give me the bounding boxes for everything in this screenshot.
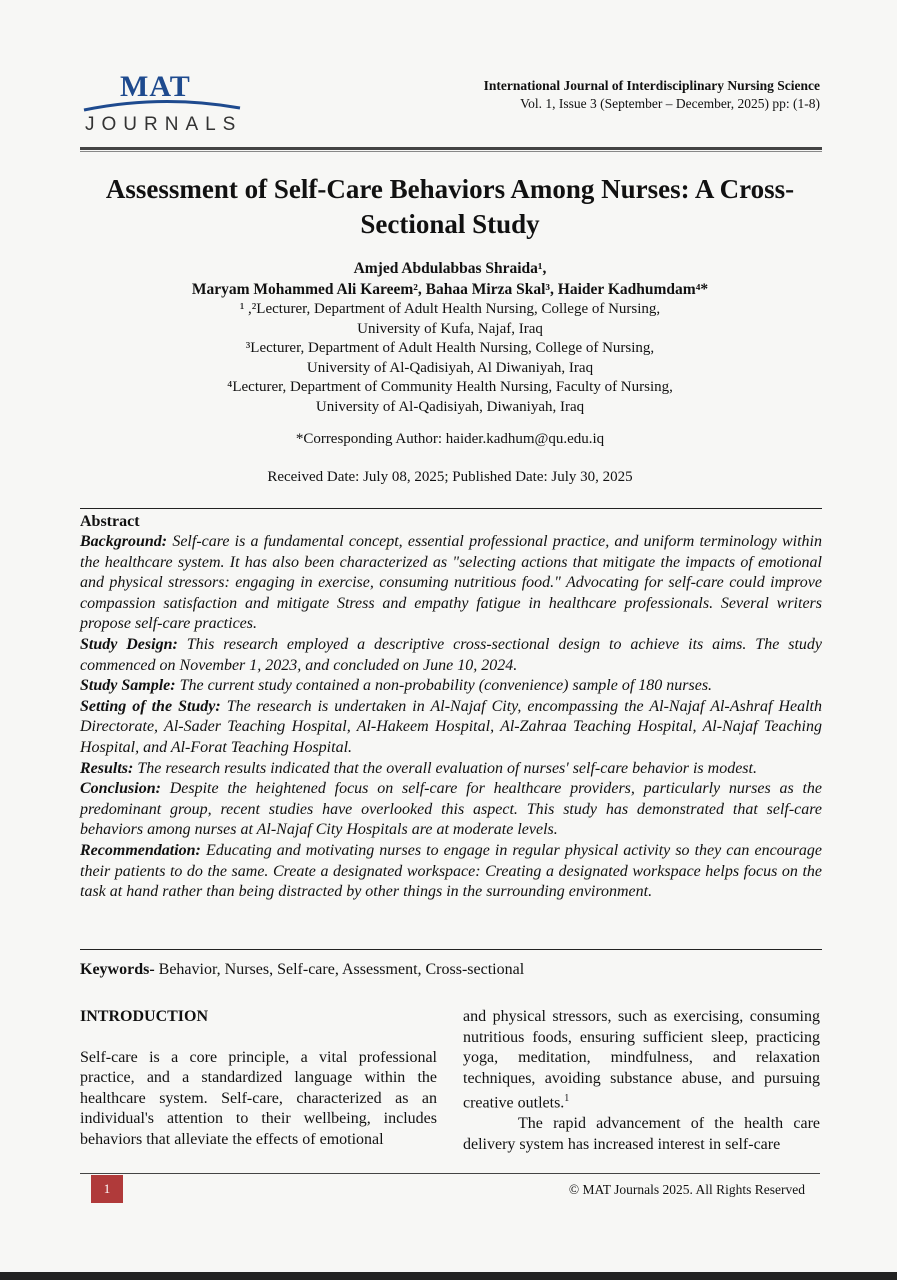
bottom-edge-bar xyxy=(0,1272,897,1280)
keywords-label: Keywords- xyxy=(80,961,155,978)
paragraph-text: and physical stressors, such as exercising, consuming nutritious foods, ensuring sufficient sleep, practicing yoga, meditation, mindfulness, and relaxation techniques, avoiding substance abuse, and pursuing creative outlets. xyxy=(463,1008,820,1112)
footer-divider xyxy=(80,1173,820,1174)
abstract-text: Educating and motivating nurses to engage in regular physical activity so they can encourage their patients to do the same. Create a designated workspace: Creating a designated workspace helps focus on the task at hand rather than being distracted by other things in the surrounding environment. xyxy=(80,841,822,901)
paper-title: Assessment of Self-Care Behaviors Among Nurses: A Cross-Sectional Study xyxy=(105,174,795,239)
abstract-text: This research employed a descriptive cross-sectional design to achieve its aims. The study commenced on November 1, 2023, and concluded on June 10, 2024. xyxy=(80,635,822,674)
abstract-label: Study Sample: xyxy=(80,677,176,695)
keywords xyxy=(80,960,822,980)
abstract-study-sample xyxy=(80,676,822,697)
introduction-paragraph xyxy=(463,1007,820,1114)
affiliation-line: University of Al-Qadisiyah, Al Diwaniyah, Iraq xyxy=(306,359,594,376)
abstract-text: Self-care is a fundamental concept, essential professional practice, and uniform terminology within the healthcare system. It has also been characterized as "selecting actions that mitigate the impacts of emotional and physical stressors: engaging in exercise, consuming nutritious food." Advocating for self-care could improve compassion satisfaction and mitigate Stress and empathy fatigue in healthcare professionals. Several writers propose self-care practices. xyxy=(80,533,822,633)
affiliation-line: ⁴Lecturer, Department of Community Health Nursing, Faculty of Nursing, xyxy=(227,379,673,395)
logo-journals-text: JOURNALS xyxy=(85,114,243,135)
abstract-label: Background: xyxy=(80,533,168,550)
introduction-paragraph: Self-care is a core principle, a vital professional practice, and a standardized language within the healthcare system. Self-care, characterized as an individual's attention to their wellbeing, includes behaviors that alleviate the effects of emotional xyxy=(80,1048,437,1148)
abstract-label: Results: xyxy=(80,759,134,777)
abstract-text: Despite the heightened focus on self-care for healthcare providers, particularly nurses as the predominant group, recent studies have overlooked this aspect. This study has demonstrated that self-care behaviors among nurses at Al-Najaf City Hospitals are at moderate levels. xyxy=(80,780,822,839)
abstract-section xyxy=(80,508,822,950)
abstract-label: Setting of the Study: xyxy=(80,697,221,715)
abstract-text: The current study contained a non-probability (convenience) sample of 180 nurses. xyxy=(175,677,713,695)
authors-line-2: Maryam Mohammed Ali Kareem², Bahaa Mirza Skal³, Haider Kadhumdam⁴* xyxy=(191,281,709,298)
journal-info xyxy=(484,77,820,113)
affiliation-line: University of Kufa, Najaf, Iraq xyxy=(357,320,543,337)
journal-name: International Journal of Interdisciplinary Nursing Science xyxy=(483,78,820,93)
body-column-right xyxy=(463,1007,820,1155)
abstract-study-design xyxy=(80,635,822,676)
authors xyxy=(60,258,840,300)
abstract-heading: Abstract xyxy=(80,513,140,530)
body-column-left xyxy=(80,1007,437,1151)
affiliation-line: ¹ ,²Lecturer, Department of Adult Health Nursing, College of Nursing, xyxy=(239,301,661,317)
keywords-text: Behavior, Nurses, Self-care, Assessment, Cross-sectional xyxy=(154,961,525,978)
abstract-setting xyxy=(80,697,822,759)
affiliation-line: ³Lecturer, Department of Adult Health Nursing, College of Nursing, xyxy=(245,340,655,356)
abstract-label: Conclusion: xyxy=(80,780,161,798)
abstract-recommendation xyxy=(80,841,822,903)
journal-logo xyxy=(82,70,247,140)
affiliation-line: University of Al-Qadisiyah, Diwaniyah, Iraq xyxy=(315,398,585,415)
introduction-heading: INTRODUCTION xyxy=(80,1008,209,1025)
logo-mat-text: MAT xyxy=(120,70,191,103)
abstract-text: The research results indicated that the overall evaluation of nurses' self-care behavior is modest. xyxy=(133,759,757,777)
logo-swoosh-icon xyxy=(82,98,242,112)
abstract-results xyxy=(80,759,822,780)
header-divider xyxy=(80,147,822,150)
corresponding-author: *Corresponding Author: haider.kadhum@qu.edu.iq xyxy=(295,431,605,447)
abstract-background xyxy=(80,532,822,635)
page-number: 1 xyxy=(91,1175,123,1203)
copyright-notice: © MAT Journals 2025. All Rights Reserved xyxy=(568,1182,805,1197)
authors-line-1: Amjed Abdulabbas Shraida¹, xyxy=(353,260,547,277)
abstract-conclusion xyxy=(80,779,822,841)
header-divider-thin xyxy=(80,151,822,152)
abstract-label: Study Design: xyxy=(80,635,178,653)
abstract-label: Recommendation: xyxy=(80,841,201,859)
affiliations xyxy=(60,300,840,417)
publication-dates: Received Date: July 08, 2025; Published Date: July 30, 2025 xyxy=(267,469,633,485)
citation-ref: 1 xyxy=(564,1093,570,1105)
introduction-paragraph: The rapid advancement of the health care delivery system has increased interest in self-care xyxy=(463,1115,820,1153)
abstract-text: The research is undertaken in Al-Najaf City, encompassing the Al-Najaf Al-Ashraf Health Directorate, Al-Sader Teaching Hospital, Al-Hakeem Hospital, Al-Zahraa Teaching Hospital, Al-Najaf Teaching Hospital, and Al-Forat Teaching Hospital. xyxy=(80,697,822,756)
volume-info: Vol. 1, Issue 3 (September – December, 2025) pp: (1-8) xyxy=(520,96,820,111)
